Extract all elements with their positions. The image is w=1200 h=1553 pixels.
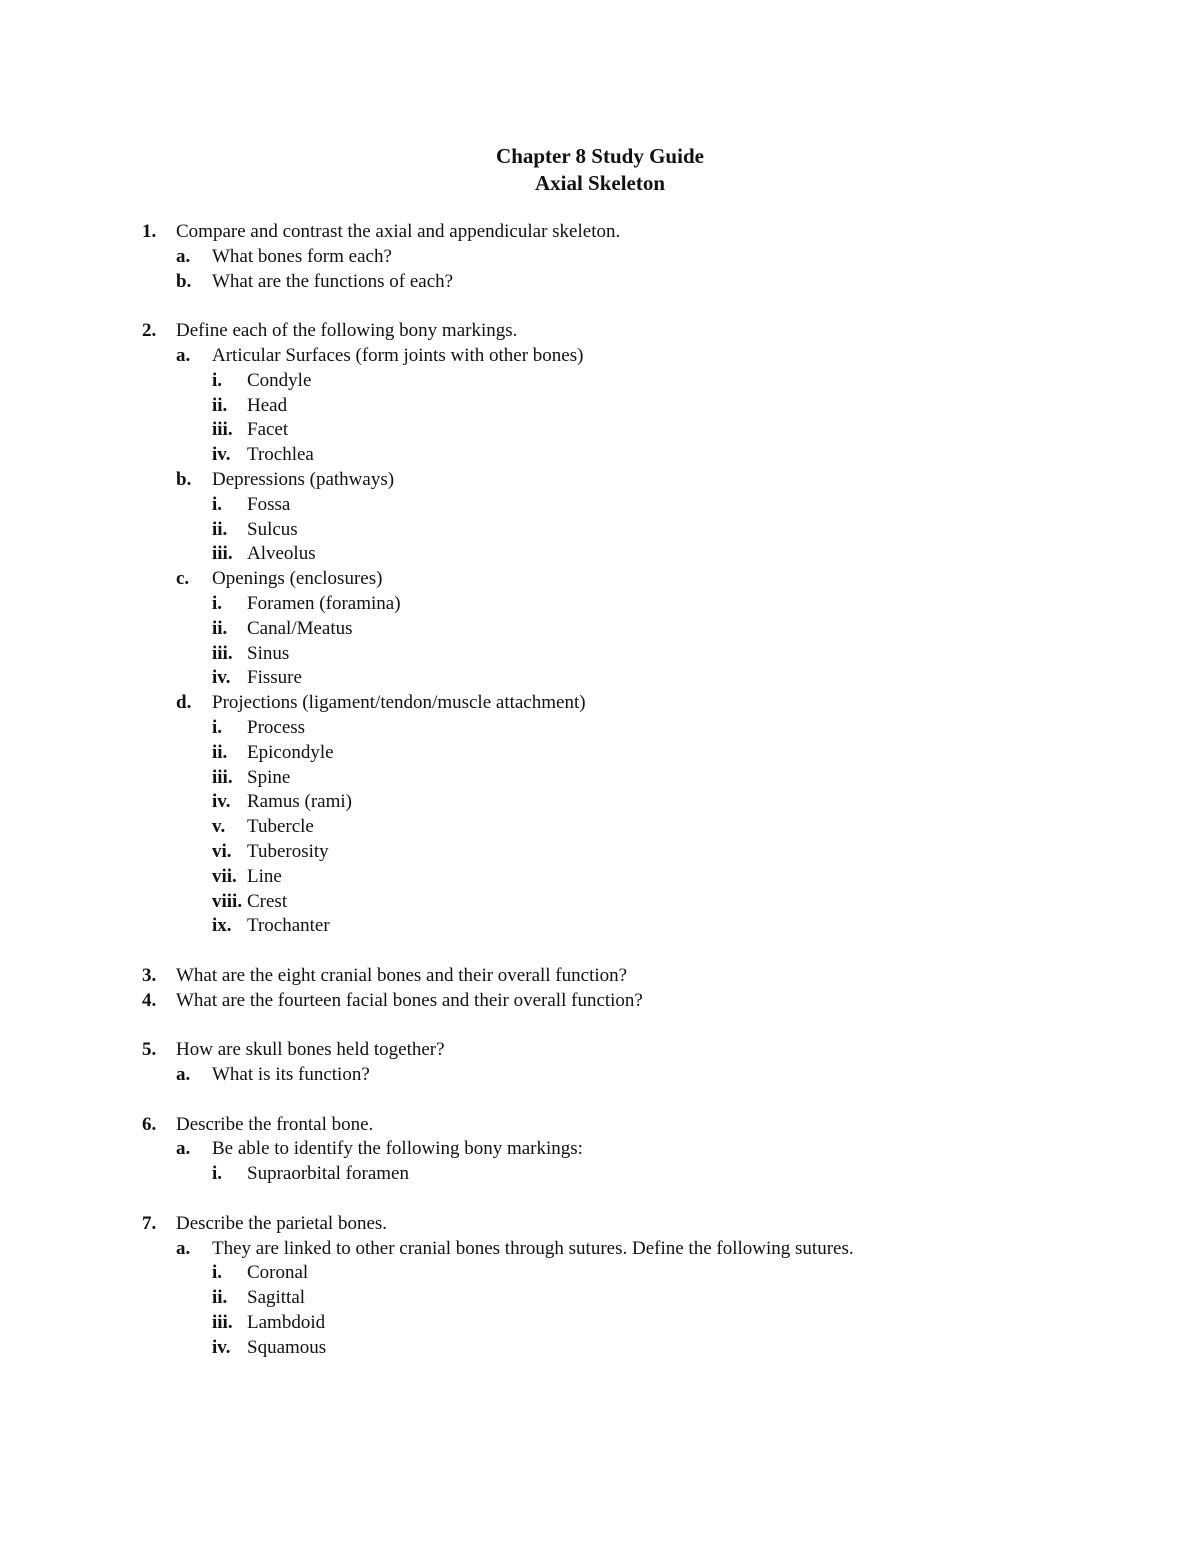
list-item xyxy=(0,418,1200,443)
list-item xyxy=(0,542,1200,567)
list-item-text: Coronal xyxy=(247,1262,309,1284)
list-item-text: Crest xyxy=(247,890,288,912)
question-7 xyxy=(0,1212,1200,1237)
list-item-text: Sagittal xyxy=(247,1287,306,1309)
list-item-marker: iii. xyxy=(212,1312,233,1334)
list-item-text: Squamous xyxy=(247,1336,327,1358)
list-item-marker: iv. xyxy=(212,1336,231,1358)
list-item xyxy=(0,592,1200,617)
list-item-text: Line xyxy=(247,865,282,887)
sub-question-marker: d. xyxy=(176,692,192,714)
list-item-marker: iii. xyxy=(212,642,233,664)
list-item-marker: viii. xyxy=(212,890,243,912)
question-list xyxy=(0,220,1200,1361)
sub-question-marker: c. xyxy=(176,568,190,590)
sub-question xyxy=(0,344,1200,369)
list-item-text: Supraorbital foramen xyxy=(247,1163,409,1185)
list-item-marker: ii. xyxy=(212,1287,228,1309)
sub-question-text: What bones form each? xyxy=(212,245,392,267)
list-item-text: Condyle xyxy=(247,369,312,391)
sub-question-text: Depressions (pathways) xyxy=(212,468,395,490)
question-2 xyxy=(0,319,1200,344)
sub-question-text: What are the functions of each? xyxy=(212,270,454,292)
question-1 xyxy=(0,220,1200,245)
question-4 xyxy=(0,989,1200,1014)
list-item-text: Head xyxy=(247,394,288,416)
sub-question-text: Articular Surfaces (form joints with other bones) xyxy=(212,344,584,366)
sub-question-text: Openings (enclosures) xyxy=(212,568,383,590)
question-number: 1. xyxy=(142,221,157,242)
list-item-marker: ii. xyxy=(212,394,228,416)
sub-question xyxy=(0,245,1200,270)
list-item-text: Lambdoid xyxy=(247,1312,326,1334)
list-item-marker: i. xyxy=(212,1163,223,1185)
list-item xyxy=(0,642,1200,667)
list-item-marker: iv. xyxy=(212,791,231,813)
list-item-text: Trochanter xyxy=(247,915,330,937)
list-item-text: Spine xyxy=(247,766,291,788)
list-item xyxy=(0,716,1200,741)
title-block xyxy=(0,143,1200,197)
list-item xyxy=(0,890,1200,915)
question-number: 7. xyxy=(142,1212,157,1234)
list-item-marker: i. xyxy=(212,716,223,738)
list-item xyxy=(0,840,1200,865)
list-item-marker: i. xyxy=(212,369,223,391)
sub-question xyxy=(0,691,1200,716)
list-item xyxy=(0,865,1200,890)
question-number: 5. xyxy=(142,1039,157,1061)
question-5 xyxy=(0,1038,1200,1063)
spacer xyxy=(0,1014,1200,1039)
list-item xyxy=(0,1336,1200,1361)
list-item-marker: i. xyxy=(212,493,223,515)
list-item-marker: iv. xyxy=(212,444,231,466)
sub-question xyxy=(0,468,1200,493)
sub-question-marker: a. xyxy=(176,245,191,267)
sub-question-marker: a. xyxy=(176,1237,191,1259)
list-item-marker: vi. xyxy=(212,840,232,862)
list-item-marker: iv. xyxy=(212,667,231,689)
list-item-marker: ii. xyxy=(212,518,228,540)
list-item-text: Fissure xyxy=(247,667,302,689)
spacer xyxy=(0,1187,1200,1212)
list-item-text: Epicondyle xyxy=(247,741,334,763)
question-text: Describe the frontal bone. xyxy=(176,1113,374,1135)
list-item xyxy=(0,493,1200,518)
sub-question-marker: a. xyxy=(176,344,191,366)
list-item xyxy=(0,369,1200,394)
sub-question xyxy=(0,1237,1200,1262)
sub-question xyxy=(0,1137,1200,1162)
question-text: What are the eight cranial bones and their overall function? xyxy=(176,964,628,986)
question-number: 2. xyxy=(142,320,157,342)
page-subtitle: Axial Skeleton xyxy=(534,171,666,195)
spacer xyxy=(0,1088,1200,1113)
list-item xyxy=(0,815,1200,840)
list-item xyxy=(0,1261,1200,1286)
list-item-marker: iii. xyxy=(212,419,233,441)
list-item-text: Facet xyxy=(247,419,289,441)
question-number: 4. xyxy=(142,989,157,1011)
question-6 xyxy=(0,1113,1200,1138)
list-item-text: Fossa xyxy=(247,493,291,515)
question-text: Compare and contrast the axial and appendicular skeleton. xyxy=(176,221,621,242)
list-item-marker: v. xyxy=(212,816,226,838)
list-item-text: Ramus (rami) xyxy=(247,791,353,813)
list-item-text: Tuberosity xyxy=(247,840,329,862)
sub-question-marker: b. xyxy=(176,270,192,292)
list-item-text: Sulcus xyxy=(247,518,298,540)
sub-question-marker: b. xyxy=(176,468,192,490)
list-item-marker: vii. xyxy=(212,865,237,887)
spacer xyxy=(0,939,1200,964)
list-item xyxy=(0,518,1200,543)
list-item xyxy=(0,666,1200,691)
list-item-marker: ix. xyxy=(212,915,232,937)
list-item-text: Process xyxy=(247,716,306,738)
list-item xyxy=(0,1286,1200,1311)
sub-question-marker: a. xyxy=(176,1138,191,1160)
list-item-text: Trochlea xyxy=(247,444,314,466)
sub-question-marker: a. xyxy=(176,1064,191,1086)
question-number: 3. xyxy=(142,964,157,986)
list-item-text: Tubercle xyxy=(247,816,314,838)
sub-question-text: What is its function? xyxy=(212,1064,370,1086)
list-item-text: Foramen (foramina) xyxy=(247,592,401,614)
sub-question-text: Projections (ligament/tendon/muscle attachment) xyxy=(212,692,586,714)
list-item xyxy=(0,1311,1200,1336)
list-item-marker: iii. xyxy=(212,766,233,788)
list-item-marker: i. xyxy=(212,592,223,614)
question-number: 6. xyxy=(142,1113,157,1135)
list-item xyxy=(0,443,1200,468)
sub-question xyxy=(0,567,1200,592)
list-item xyxy=(0,914,1200,939)
list-item-marker: i. xyxy=(212,1262,223,1284)
sub-question-text: They are linked to other cranial bones through sutures. Define the following sutures. xyxy=(212,1237,854,1259)
list-item-text: Alveolus xyxy=(247,543,316,565)
list-item-text: Canal/Meatus xyxy=(247,617,353,639)
question-text: What are the fourteen facial bones and their overall function? xyxy=(176,989,643,1011)
list-item-marker: iii. xyxy=(212,543,233,565)
question-text: Describe the parietal bones. xyxy=(176,1212,388,1234)
list-item xyxy=(0,790,1200,815)
spacer xyxy=(0,294,1200,319)
sub-question xyxy=(0,1063,1200,1088)
list-item xyxy=(0,394,1200,419)
list-item-marker: ii. xyxy=(212,741,228,763)
list-item xyxy=(0,741,1200,766)
page-title: Chapter 8 Study Guide xyxy=(496,144,704,168)
sub-question xyxy=(0,270,1200,295)
question-3 xyxy=(0,964,1200,989)
question-text: Define each of the following bony markings. xyxy=(176,320,518,342)
list-item xyxy=(0,617,1200,642)
question-text: How are skull bones held together? xyxy=(176,1039,445,1061)
list-item xyxy=(0,766,1200,791)
list-item-text: Sinus xyxy=(247,642,290,664)
list-item xyxy=(0,1162,1200,1187)
sub-question-text: Be able to identify the following bony markings: xyxy=(212,1138,583,1160)
list-item-marker: ii. xyxy=(212,617,228,639)
